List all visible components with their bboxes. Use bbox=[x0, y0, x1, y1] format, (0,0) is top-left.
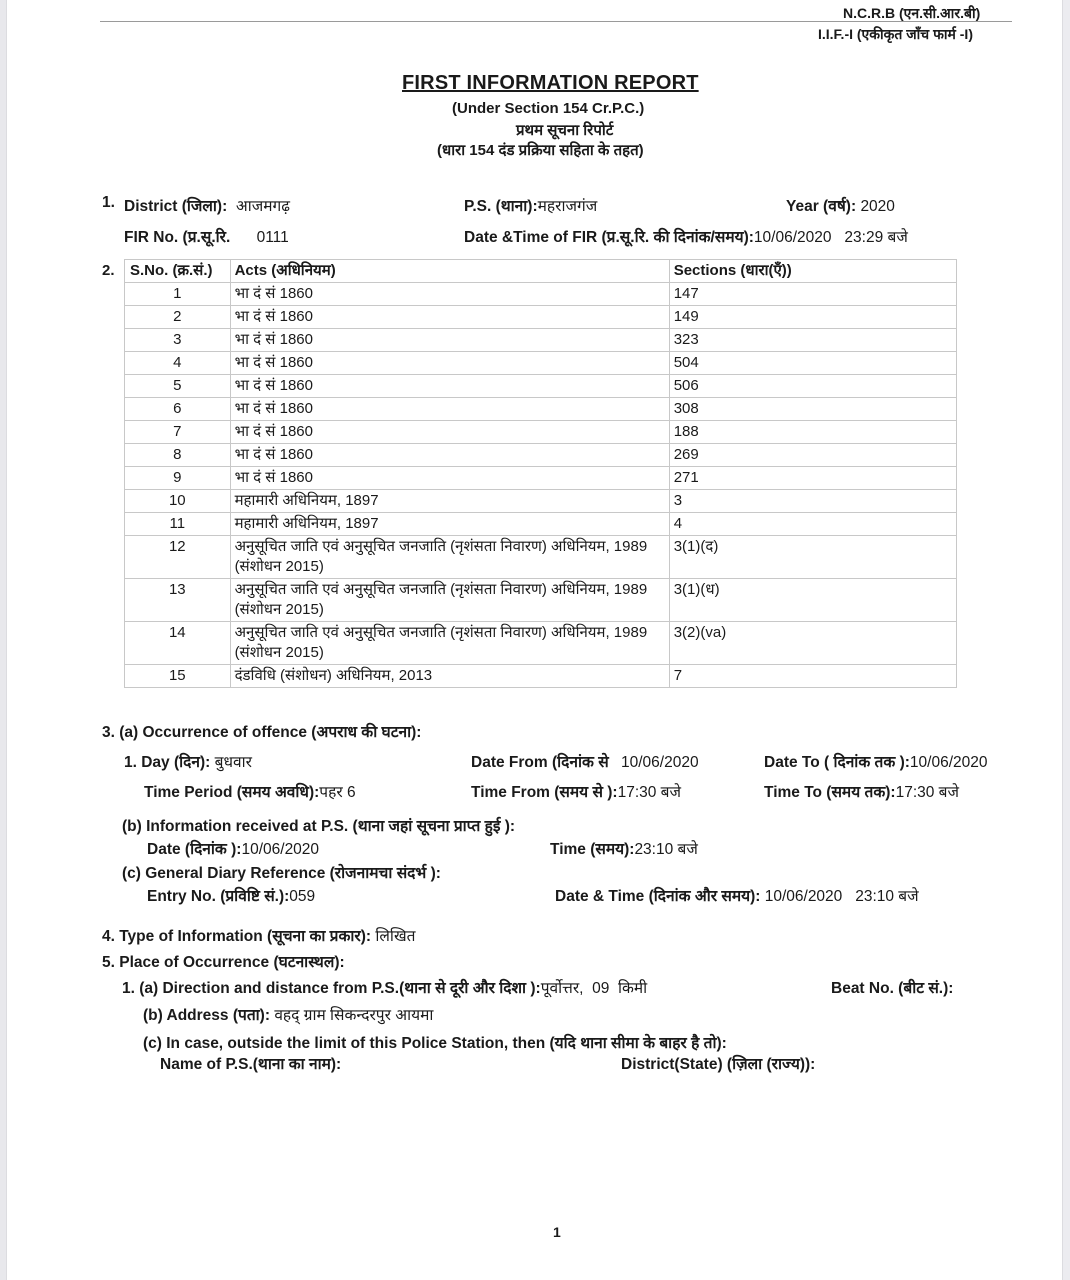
cell-section: 7 bbox=[669, 665, 956, 688]
date-to-label: Date To ( दिनांक तक ): bbox=[764, 754, 910, 771]
header-rule bbox=[100, 21, 1012, 22]
page-number: 1 bbox=[553, 1224, 561, 1240]
cell-section: 147 bbox=[669, 283, 956, 306]
acts-sections-table bbox=[124, 259, 957, 688]
cell-sno: 11 bbox=[125, 513, 231, 536]
address-label: (b) Address (पता): bbox=[143, 1007, 270, 1024]
date-from-label: Date From (दिनांक से bbox=[471, 754, 609, 771]
cell-act: भा दं सं 1860 bbox=[230, 444, 669, 467]
table-row bbox=[125, 398, 957, 421]
cell-section: 149 bbox=[669, 306, 956, 329]
table-row bbox=[125, 421, 957, 444]
info-time-field bbox=[550, 837, 698, 859]
form-label: I.I.F.-I (एकीकृत जाँच फार्म -I) bbox=[818, 26, 973, 42]
gd-datetime-field bbox=[555, 884, 919, 906]
type-info-value: लिखित bbox=[375, 928, 416, 945]
district-field bbox=[124, 194, 290, 216]
time-to-label: Time To (समय तक): bbox=[764, 784, 896, 801]
entry-number-field bbox=[147, 884, 315, 906]
beat-number-field bbox=[831, 976, 953, 998]
time-period-field bbox=[144, 780, 356, 802]
table-row bbox=[125, 467, 957, 490]
column-header-sections: Sections (धारा(एँ)) bbox=[669, 260, 956, 283]
cell-act: भा दं सं 1860 bbox=[230, 283, 669, 306]
year-label: Year (वर्ष): bbox=[786, 198, 857, 215]
district-value: आजमगढ़ bbox=[235, 198, 290, 215]
direction-value: पूर्वोत्तर, 09 किमी bbox=[540, 980, 648, 997]
fir-number-field bbox=[124, 225, 289, 247]
cell-sno: 7 bbox=[125, 421, 231, 444]
info-date-value: 10/06/2020 bbox=[241, 841, 320, 858]
cell-act: भा दं सं 1860 bbox=[230, 329, 669, 352]
fir-datetime-field bbox=[464, 225, 908, 247]
day-field bbox=[124, 750, 252, 772]
cell-sno: 4 bbox=[125, 352, 231, 375]
cell-section: 3 bbox=[669, 490, 956, 513]
cell-sno: 6 bbox=[125, 398, 231, 421]
table-row bbox=[125, 375, 957, 398]
info-date-field bbox=[147, 837, 319, 859]
cell-sno: 1 bbox=[125, 283, 231, 306]
title-subtitle-hi: प्रथम सूचना रिपोर्ट bbox=[516, 122, 614, 139]
date-from-value: 10/06/2020 bbox=[620, 754, 699, 771]
info-time-label: Time (समय): bbox=[550, 841, 635, 858]
cell-act: भा दं सं 1860 bbox=[230, 375, 669, 398]
fir-datetime-value: 10/06/2020 23:29 बजे bbox=[753, 229, 908, 246]
cell-sno: 5 bbox=[125, 375, 231, 398]
year-value: 2020 bbox=[860, 198, 895, 215]
ps-label: P.S. (थाना): bbox=[464, 198, 538, 215]
cell-sno: 9 bbox=[125, 467, 231, 490]
time-to-field bbox=[764, 780, 959, 802]
outside-limit-heading: (c) In case, outside the limit of this Police Station, then (यदि थाना सीमा के बाहर है तो): bbox=[143, 1035, 727, 1052]
cell-section: 4 bbox=[669, 513, 956, 536]
table-row bbox=[125, 513, 957, 536]
entry-label: Entry No. (प्रविष्टि सं.): bbox=[147, 888, 290, 905]
general-diary-heading: (c) General Diary Reference (रोजनामचा संदर्भ ): bbox=[122, 865, 441, 882]
table-row bbox=[125, 352, 957, 375]
cell-act: भा दं सं 1860 bbox=[230, 467, 669, 490]
type-info-label: 4. Type of Information (सूचना का प्रकार): bbox=[102, 928, 372, 945]
gd-datetime-value: 10/06/2020 23:10 बजे bbox=[764, 888, 919, 905]
cell-sno: 8 bbox=[125, 444, 231, 467]
type-of-information-field bbox=[102, 924, 415, 946]
cell-section: 323 bbox=[669, 329, 956, 352]
fir-datetime-label: Date &Time of FIR (प्र.सू.रि. की दिनांक/समय): bbox=[464, 229, 754, 246]
cell-act: अनुसूचित जाति एवं अनुसूचित जनजाति (नृशंसता निवारण) अधिनियम, 1989 (संशोधन 2015) bbox=[230, 536, 669, 579]
column-header-sno: S.No. (क्र.सं.) bbox=[125, 260, 231, 283]
date-from-field bbox=[471, 750, 699, 772]
cell-act: भा दं सं 1860 bbox=[230, 306, 669, 329]
cell-sno: 13 bbox=[125, 579, 231, 622]
cell-section: 3(1)(द) bbox=[669, 536, 956, 579]
cell-section: 271 bbox=[669, 467, 956, 490]
time-to-value: 17:30 बजे bbox=[895, 784, 960, 801]
cell-act: महामारी अधिनियम, 1897 bbox=[230, 513, 669, 536]
ps-name-label: Name of P.S.(थाना का नाम): bbox=[160, 1056, 342, 1073]
direction-distance-field bbox=[122, 976, 647, 998]
gd-datetime-label: Date & Time (दिनांक और समय): bbox=[555, 888, 761, 905]
cell-act: अनुसूचित जाति एवं अनुसूचित जनजाति (नृशंसता निवारण) अधिनियम, 1989 (संशोधन 2015) bbox=[230, 579, 669, 622]
section2-number: 2. bbox=[102, 262, 115, 279]
cell-sno: 14 bbox=[125, 622, 231, 665]
cell-act: महामारी अधिनियम, 1897 bbox=[230, 490, 669, 513]
cell-section: 3(2)(va) bbox=[669, 622, 956, 665]
entry-value: 059 bbox=[289, 888, 316, 905]
table-row bbox=[125, 579, 957, 622]
cell-act: अनुसूचित जाति एवं अनुसूचित जनजाति (नृशंसता निवारण) अधिनियम, 1989 (संशोधन 2015) bbox=[230, 622, 669, 665]
cell-sno: 2 bbox=[125, 306, 231, 329]
date-to-field bbox=[764, 750, 987, 772]
info-received-heading: (b) Information received at P.S. (थाना जहां सूचना प्राप्त हुई ): bbox=[122, 818, 516, 835]
title-subtitle-en: (Under Section 154 Cr.P.C.) bbox=[452, 100, 645, 117]
title-subtitle-hi-2: (धारा 154 दंड प्रक्रिया सहिता के तहत) bbox=[437, 142, 644, 159]
cell-section: 504 bbox=[669, 352, 956, 375]
cell-section: 308 bbox=[669, 398, 956, 421]
section3-heading: 3. (a) Occurrence of offence (अपराध की घटना): bbox=[102, 724, 422, 741]
district-state-label: District(State) (ज़िला (राज्य)): bbox=[621, 1056, 816, 1073]
table-row bbox=[125, 329, 957, 352]
table-row bbox=[125, 283, 957, 306]
cell-section: 506 bbox=[669, 375, 956, 398]
beat-label: Beat No. (बीट सं.): bbox=[831, 980, 954, 997]
fir-label: FIR No. (प्र.सू.रि. bbox=[124, 229, 231, 246]
cell-sno: 12 bbox=[125, 536, 231, 579]
direction-label: 1. (a) Direction and distance from P.S.(थाना से दूरी और दिशा ): bbox=[122, 980, 541, 997]
time-period-value: पहर 6 bbox=[319, 784, 356, 801]
page-title: FIRST INFORMATION REPORT bbox=[402, 72, 699, 94]
cell-section: 188 bbox=[669, 421, 956, 444]
cell-act: भा दं सं 1860 bbox=[230, 398, 669, 421]
cell-act: भा दं सं 1860 bbox=[230, 421, 669, 444]
viewer-left-edge bbox=[0, 0, 7, 1280]
cell-section: 269 bbox=[669, 444, 956, 467]
time-from-field bbox=[471, 780, 681, 802]
info-date-label: Date (दिनांक ): bbox=[147, 841, 242, 858]
time-period-label: Time Period (समय अवधि): bbox=[144, 784, 320, 801]
district-label: District (जिला): bbox=[124, 198, 228, 215]
table-header-row bbox=[125, 260, 957, 283]
table-row bbox=[125, 665, 957, 688]
column-header-acts: Acts (अधिनियम) bbox=[230, 260, 669, 283]
table-row bbox=[125, 490, 957, 513]
cell-act: दंडविधि (संशोधन) अधिनियम, 2013 bbox=[230, 665, 669, 688]
section1-number: 1. bbox=[102, 194, 115, 211]
place-of-occurrence-heading: 5. Place of Occurrence (घटनास्थल): bbox=[102, 954, 345, 971]
info-time-value: 23:10 बजे bbox=[634, 841, 698, 858]
year-field bbox=[786, 194, 895, 216]
cell-sno: 15 bbox=[125, 665, 231, 688]
address-value: वहद् ग्राम सिकन्दरपुर आयमा bbox=[274, 1007, 434, 1024]
time-from-label: Time From (समय से ): bbox=[471, 784, 618, 801]
police-station-field bbox=[464, 194, 597, 216]
viewer-right-edge bbox=[1062, 0, 1070, 1280]
table-row bbox=[125, 444, 957, 467]
time-from-value: 17:30 बजे bbox=[617, 784, 682, 801]
day-value: बुधवार bbox=[214, 754, 252, 771]
address-field bbox=[143, 1003, 433, 1025]
cell-act: भा दं सं 1860 bbox=[230, 352, 669, 375]
fir-value: 0111 bbox=[256, 229, 289, 246]
table-row bbox=[125, 536, 957, 579]
ps-value: महराजगंज bbox=[537, 198, 598, 215]
cell-sno: 10 bbox=[125, 490, 231, 513]
day-label: 1. Day (दिन): bbox=[124, 754, 211, 771]
ncrb-label: N.C.R.B (एन.सी.आर.बी) bbox=[843, 5, 981, 21]
cell-sno: 3 bbox=[125, 329, 231, 352]
table-row bbox=[125, 622, 957, 665]
table-row bbox=[125, 306, 957, 329]
date-to-value: 10/06/2020 bbox=[909, 754, 988, 771]
cell-section: 3(1)(ध) bbox=[669, 579, 956, 622]
